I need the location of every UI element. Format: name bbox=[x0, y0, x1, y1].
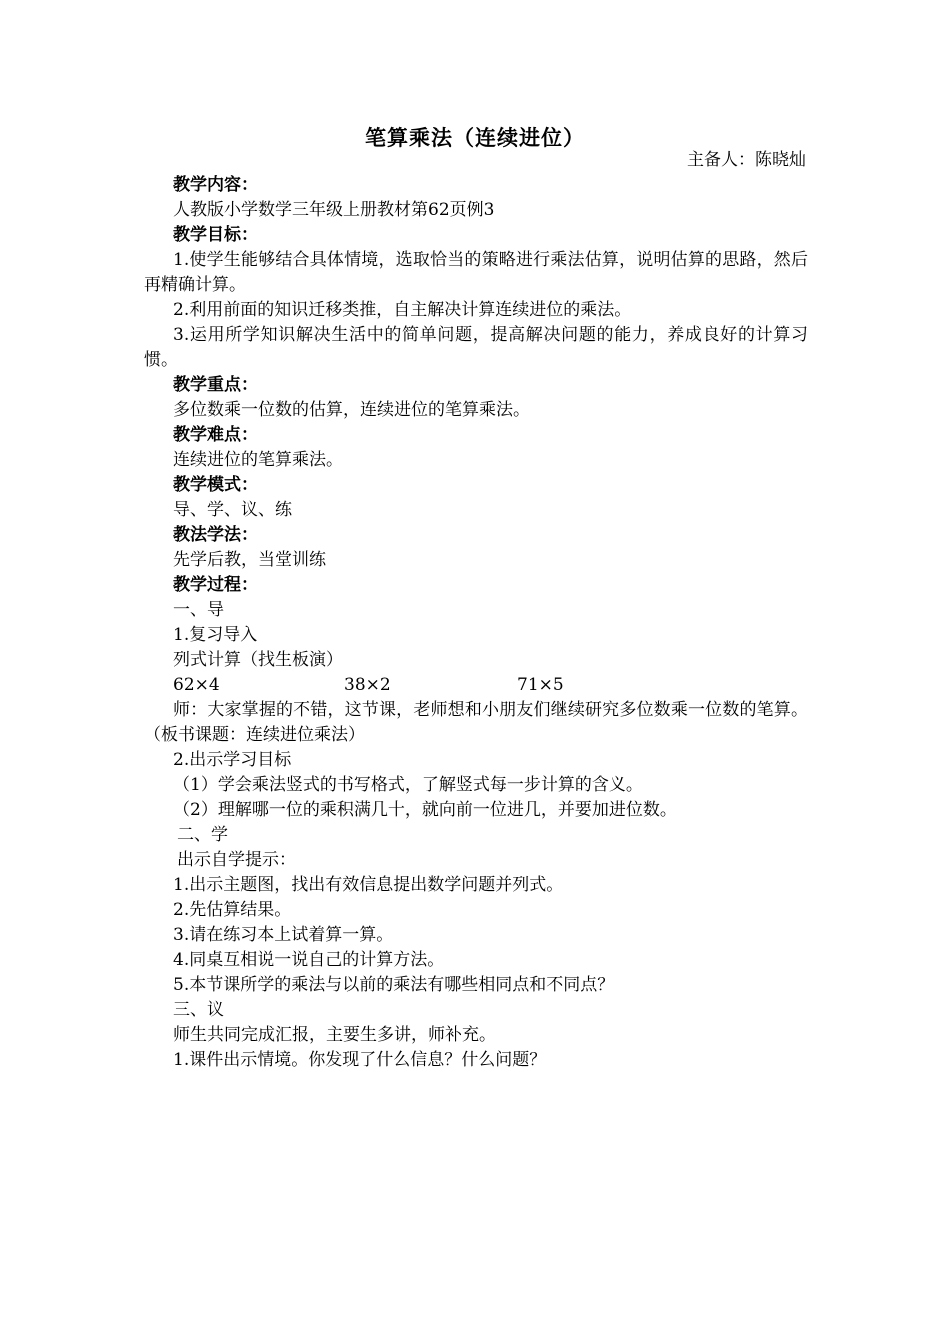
focus-heading: 教学重点： bbox=[173, 375, 258, 395]
step-item: 2.出示学习目标 bbox=[173, 750, 292, 770]
goals-heading: 教学目标： bbox=[173, 225, 258, 245]
hint-item: 1.出示主题图，找出有效信息提出数学问题并列式。 bbox=[173, 875, 564, 895]
objective-item: （1）学会乘法竖式的书写格式，了解竖式每一步计算的含义。 bbox=[173, 775, 643, 795]
objective-item: （2）理解哪一位的乘积满几十，就向前一位进几，并要加进位数。 bbox=[173, 800, 677, 820]
content-text: 人教版小学数学三年级上册教材第62页例3 bbox=[173, 200, 495, 220]
document-title: 笔算乘法（连续进位） bbox=[365, 125, 585, 150]
difficulty-text: 连续进位的笔算乘法。 bbox=[173, 450, 343, 470]
section-heading: 二、学 bbox=[177, 825, 228, 845]
calculation-item: 38×2 bbox=[344, 675, 391, 695]
teacher-dialogue: 师：大家掌握的不错，这节课，老师想和小朋友们继续研究多位数乘一位数的笔算。（板书课题：连续进位乘法） bbox=[144, 700, 808, 745]
hints-heading: 出示自学提示： bbox=[177, 850, 296, 870]
goal-item: 1.使学生能够结合具体情境，选取恰当的策略进行乘法估算，说明估算的思路，然后再精确计算。 bbox=[144, 250, 808, 295]
discussion-item: 1.课件出示情境。你发现了什么信息？什么问题？ bbox=[173, 1050, 547, 1070]
focus-text: 多位数乘一位数的估算，连续进位的笔算乘法。 bbox=[173, 400, 530, 420]
calculation-row bbox=[144, 673, 808, 698]
section-heading: 一、导 bbox=[173, 600, 224, 620]
mode-heading: 教学模式： bbox=[173, 475, 258, 495]
goal-item: 2.利用前面的知识迁移类推，自主解决计算连续进位的乘法。 bbox=[173, 300, 632, 320]
calculation-item: 62×4 bbox=[173, 675, 220, 695]
calculation-item: 71×5 bbox=[517, 675, 564, 695]
goal-item: 3.运用所学知识解决生活中的简单问题，提高解决问题的能力，养成良好的计算习惯。 bbox=[144, 325, 808, 370]
method-heading: 教法学法： bbox=[173, 525, 258, 545]
step-item: 1.复习导入 bbox=[173, 625, 258, 645]
section-heading: 三、议 bbox=[173, 1000, 224, 1020]
difficulty-heading: 教学难点： bbox=[173, 425, 258, 445]
hint-item: 2.先估算结果。 bbox=[173, 900, 292, 920]
hint-item: 5.本节课所学的乘法与以前的乘法有哪些相同点和不同点？ bbox=[173, 975, 615, 995]
author-line: 主备人：陈晓灿 bbox=[687, 150, 806, 170]
step-subtext: 列式计算（找生板演） bbox=[173, 650, 343, 670]
discussion-text: 师生共同完成汇报，主要生多讲，师补充。 bbox=[173, 1025, 496, 1045]
mode-text: 导、学、议、练 bbox=[173, 500, 292, 520]
method-text: 先学后教，当堂训练 bbox=[173, 550, 326, 570]
content-heading: 教学内容： bbox=[173, 175, 258, 195]
process-heading: 教学过程： bbox=[173, 575, 258, 595]
hint-item: 3.请在练习本上试着算一算。 bbox=[173, 925, 394, 945]
document-body bbox=[144, 173, 808, 1073]
hint-item: 4.同桌互相说一说自己的计算方法。 bbox=[173, 950, 445, 970]
